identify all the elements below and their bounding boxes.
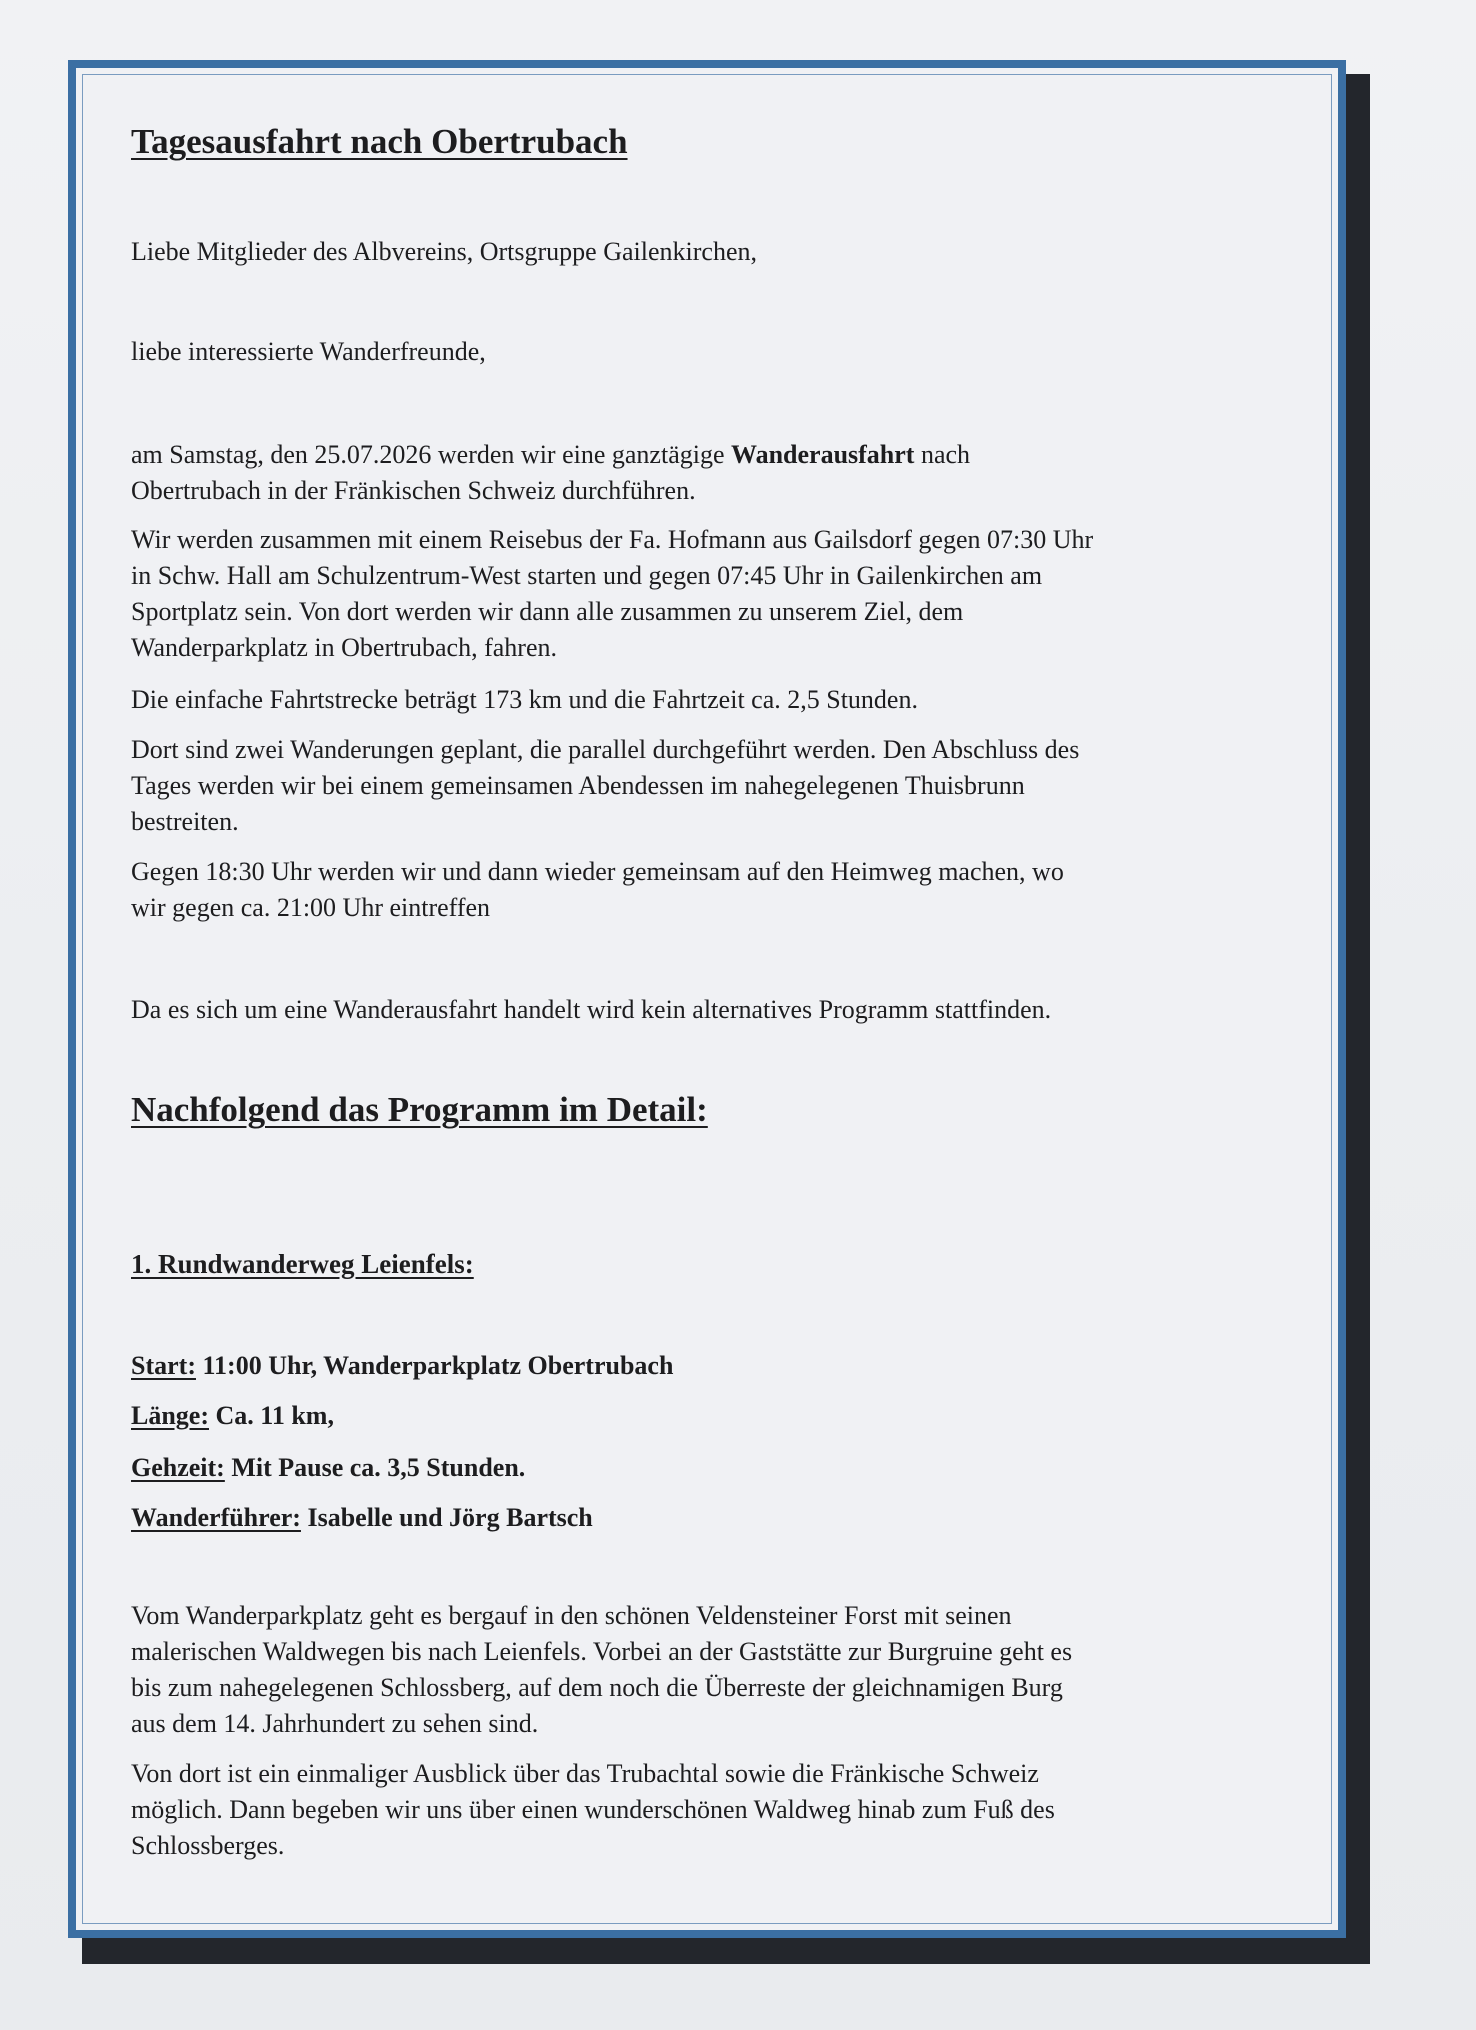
length-label: Länge: — [131, 1401, 209, 1430]
bus-line: Sportplatz sein. Von dort werden wir dann alle zusammen zu unserem Ziel, dem — [131, 597, 964, 626]
intro-line-2: Obertrubach in der Fränkischen Schweiz durchführen. — [131, 476, 696, 505]
start-value: 11:00 Uhr, Wanderparkplatz Obertrubach — [195, 1351, 674, 1380]
plan-line: Tages werden wir bei einem gemeinsamen Abendessen im nahegelegenen Thuisbrunn — [131, 771, 1025, 800]
greeting-friends: liebe interessierte Wanderfreunde, — [131, 337, 486, 366]
document-title: Tagesausfahrt nach Obertrubach — [131, 122, 628, 161]
intro-text-a: am Samstag, den 25.07.2026 werden wir eine ganztägige — [131, 440, 731, 469]
distance-text: Die einfache Fahrtstrecke beträgt 173 km und die Fahrtzeit ca. 2,5 Stunden. — [131, 685, 918, 714]
description-line: Vom Wanderparkplatz geht es bergauf in den schönen Veldensteiner Forst mit seinen — [131, 1601, 1012, 1630]
route-duration — [131, 1450, 525, 1486]
description-line: möglich. Dann begeben wir uns über einen wunderschönen Waldweg hinab zum Fuß des — [131, 1795, 1055, 1824]
program-note: Da es sich um eine Wanderausfahrt handelt wird kein alternatives Programm stattfinden. — [131, 995, 1052, 1024]
length-value: Ca. 11 km, — [209, 1401, 334, 1430]
intro-line-1 — [131, 437, 970, 473]
intro-text-c: nach — [914, 440, 971, 469]
greeting-members: Liebe Mitglieder des Albvereins, Ortsgruppe Gailenkirchen, — [131, 237, 757, 266]
route-guide — [131, 1500, 593, 1536]
route-heading: 1. Rundwanderweg Leienfels: — [131, 1249, 474, 1279]
program-heading: Nachfolgend das Programm im Detail: — [131, 1090, 708, 1129]
bus-line: in Schw. Hall am Schulzentrum-West starten und gegen 07:45 Uhr in Gailenkirchen am — [131, 561, 1043, 590]
bus-line: Wir werden zusammen mit einem Reisebus der Fa. Hofmann aus Gailsdorf gegen 07:30 Uhr — [131, 525, 1094, 554]
route-start — [131, 1348, 673, 1384]
duration-value: Mit Pause ca. 3,5 Stunden. — [224, 1453, 526, 1482]
return-line: Gegen 18:30 Uhr werden wir und dann wieder gemeinsam auf den Heimweg machen, wo — [131, 857, 1064, 886]
description-line: Schlossberges. — [131, 1831, 285, 1860]
guide-label: Wanderführer: — [131, 1503, 301, 1532]
description-line: malerischen Waldwegen bis nach Leienfels. Vorbei an der Gaststätte zur Burgruine geht es — [131, 1637, 1073, 1666]
plan-line: bestreiten. — [131, 807, 239, 836]
description-line: Von dort ist ein einmaliger Ausblick über das Trubachtal sowie die Fränkische Schweiz — [131, 1759, 1039, 1788]
return-line: wir gegen ca. 21:00 Uhr eintreffen — [131, 893, 491, 922]
start-label: Start: — [131, 1351, 196, 1380]
duration-label: Gehzeit: — [131, 1453, 225, 1482]
bus-line: Wanderparkplatz in Obertrubach, fahren. — [131, 633, 557, 662]
description-line: aus dem 14. Jahrhundert zu sehen sind. — [131, 1709, 539, 1738]
guide-value: Isabelle und Jörg Bartsch — [300, 1503, 593, 1532]
plan-line: Dort sind zwei Wanderungen geplant, die parallel durchgeführt werden. Den Abschluss des — [131, 735, 1080, 764]
description-line: bis zum nahegelegenen Schlossberg, auf dem noch die Überreste der gleichnamigen Burg — [131, 1673, 1063, 1702]
intro-text-bold: Wanderausfahrt — [731, 440, 915, 469]
route-length — [131, 1398, 334, 1434]
